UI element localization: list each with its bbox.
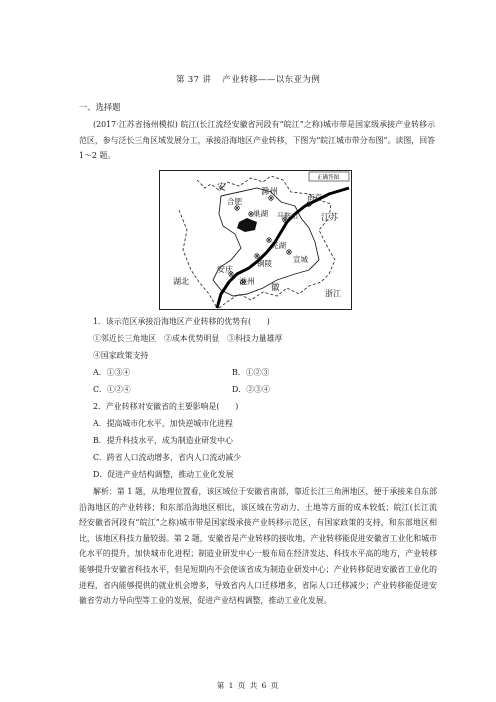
q1-option-d: D．②③④ (232, 385, 270, 394)
map-label-hubei: 湖北 (173, 277, 189, 286)
map-label-anqing: 安庆 (217, 265, 233, 274)
map-label-legend: 正确答图 (317, 175, 340, 181)
q1-option-a: A．①③④ (93, 368, 131, 377)
map-label-chizhou: 池州 (239, 277, 255, 286)
analysis-paragraph: 解析：第 1 题，从地理位置看，该区域位于安徽省南部，靠近长江三角洲地区，便于承接来自东部沿海地区的产业转移；和东部沿海地区相比，该区域在劳动力、土地等方面的成本较低；皖江(长江流经安徽省河段有“皖江”之称)城市带是国家级承接产业转移示范区，有国家政策的支持，和东部地区相比，该地区科技力量较弱。第 2 题，安徽省是产业转移的接收地，产业转移能促进安徽省工业化和城市化水平的提升，加快城市化进程；制造业研发中心一般布局在经济发达、科技水平高的地方，产业转移能够提升安徽省科技水平，但是短期内不会使该省成为制造业研发中心；产业转移促进安徽省工业化的进程，省内能够提供的就业机会增多，导致省内人口迁移增多，省际人口迁移减少；产业转移能促进安徽省劳动力导向型等工业的发展，促进产业结构调整，推动工业化发展。 (79, 487, 437, 606)
q2-option-d: D．促进产业结构调整，推动工业化发展 (93, 470, 234, 479)
page-title (0, 73, 496, 85)
intro-paragraph: (2017·江苏省扬州模拟) 皖江(长江流经安徽省河段有“皖江”之称)城市带是国家级承接产业转移示范区，参与泛长三角区域发展分工，承接沿海地区产业转移，下图为“皖江城市带分布图”。读图，回答 1～2 题。 (79, 120, 435, 161)
map-frame (160, 171, 352, 310)
map-label-maanshan: 马鞍山 (277, 212, 298, 220)
q2-stem: 2．产业转移对安徽省的主要影响是( ) (93, 402, 239, 411)
q1-stem: 1．该示范区承接沿海地区产业转移的优势有( ) (93, 317, 270, 326)
section-heading: 一、选择题 (79, 102, 121, 112)
map-label-hefei: 合肥 (227, 197, 242, 206)
q2-option-b: B．提升科技水平，成为制造业研发中心 (93, 436, 233, 445)
q2-option-a: A．提高城市化水平，加快逆城市化进程 (93, 419, 233, 428)
map-label-wuhu: 芜湖 (271, 241, 286, 250)
q2-option-c: C．跨省人口流动增多，省内人口流动减少 (93, 453, 242, 462)
page-footer: 第 1 页 共 6 页 (216, 681, 280, 690)
q1-option-c: C．①②④ (93, 385, 131, 394)
map-label-zhejiang: 浙江 (325, 289, 341, 298)
map-label-hui: 徽 (271, 283, 280, 293)
q1-item4: ④国家政策支持 (93, 351, 149, 360)
map-label-chaohu: 巢湖 (253, 209, 268, 218)
map-label-nanjing: 南京 (307, 193, 322, 202)
q1-option-b: B．①②③ (232, 368, 270, 377)
map-label-jiangsu: 江苏 (321, 213, 339, 223)
wanjiang-city-belt-map (159, 170, 352, 310)
lecture-number: 第 37 讲 (175, 75, 212, 85)
map-label-xuancheng: 宣城 (293, 255, 308, 264)
map-label-an: 安 (217, 183, 227, 193)
map-label-chuzhou: 滁州 (261, 187, 279, 197)
q1-items: ①邻近长三角地区 ②成本优势明显 ③科技力量雄厚 (93, 334, 283, 343)
map-label-tongling: 铜陵 (257, 259, 272, 268)
lecture-topic: 产业转移——以东亚为例 (222, 75, 321, 85)
